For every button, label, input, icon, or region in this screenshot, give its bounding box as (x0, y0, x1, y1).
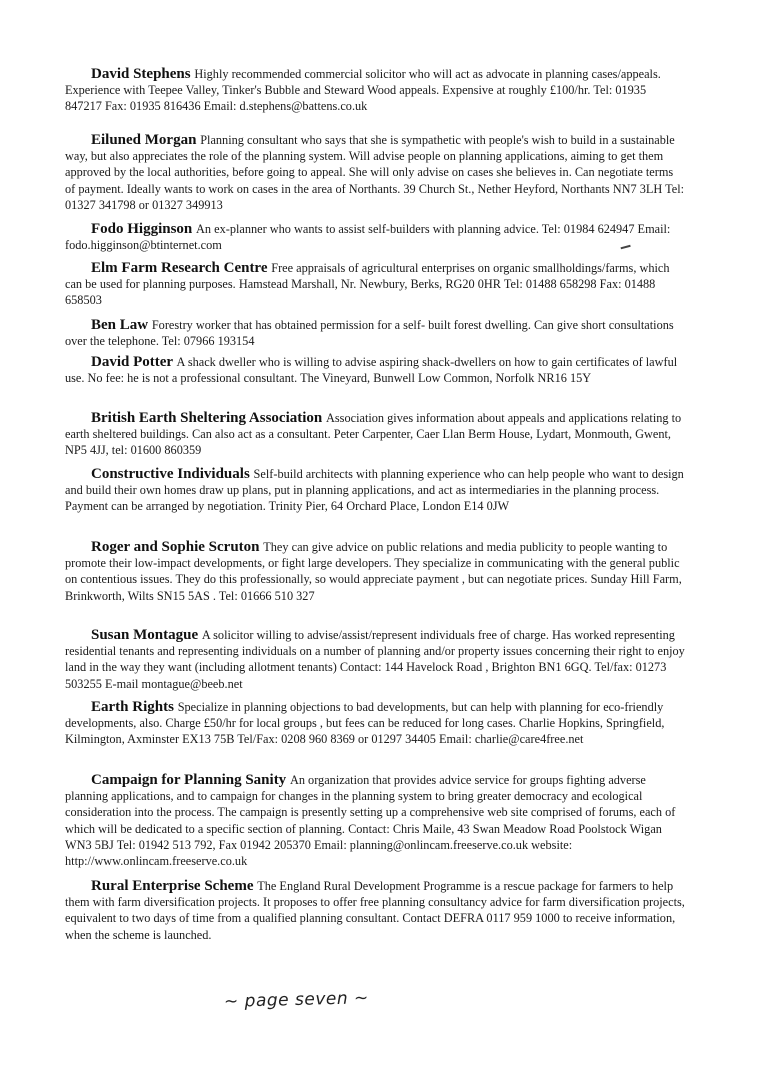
page-number-handwritten: ~ page seven ~ (223, 988, 370, 1012)
entry-name: Roger and Sophie Scruton (91, 539, 264, 555)
entry-description: Association gives information about appeals and applications relating to earth sheltered buildings. Can also act as a consultant. Peter Carpenter, Caer Llan Berm House, Lydart, Monmouth, Gwent, NP5 4JJ, tel: 01600 860359 (65, 411, 682, 458)
entry-name: Susan Montague (91, 627, 202, 643)
entry-description: Self-build architects with planning experience who can help people who want to design and build their own homes draw up plans, put in planning applications, and act as intermediaries in the planning process. Payment can be arranged by negotiation. Trinity Pier, 64 Orchard Place, London E14 0JW (65, 467, 684, 514)
entry-eiluned-morgan (65, 132, 685, 213)
entry-campaign-planning-sanity (65, 772, 685, 869)
entry-susan-montague (65, 627, 685, 692)
entry-ben-law (65, 317, 685, 349)
entry-description: The England Rural Development Programme is a rescue package for farmers to help them with farm diversification projects. It proposes to offer free planning consultancy advice for farm diversification projects, equivalent to two days of time from a qualified planning consultant. Contact DEFRA 0117 959 1000 to receive information, when the scheme is launched. (65, 879, 685, 942)
entry-british-earth-sheltering (65, 410, 685, 459)
entry-name: Fodo Higginson (91, 221, 197, 237)
entry-description: Forestry worker that has obtained permission for a self- built forest dwelling. Can give short consultations over the telephone. Tel: 07966 193154 (65, 318, 674, 349)
entry-name: Rural Enterprise Scheme (91, 878, 258, 894)
entry-description: An organization that provides advice service for groups fighting adverse planning applications, and to campaign for changes in the planning system to bring greater democracy and ecological consideration into the process. The campaign is presently setting up a comprehensive web site comprised of forums, each of which will be dedicated to a specific section of planning. Contact: Chris Maile, 43 Swan Meadow Road Poolstock Wigan WN3 5BJ Tel: 01942 513 792, Fax 01942 205370 Email: planning@onlincam.freeserve.co.uk website: http://www.onlincam.freeserve.co.uk (65, 773, 676, 869)
entry-name: David Potter (91, 354, 177, 370)
entry-david-stephens (65, 66, 685, 115)
entry-description: A shack dweller who is willing to advise aspiring shack-dwellers on how to gain certificates of lawful use. No fee: he is not a professional consultant. The Vineyard, Bunwell Low Common, Norfolk NR16 15Y (65, 355, 678, 386)
entry-description: Free appraisals of agricultural enterprises on organic smallholdings/farms, which can be used for planning purposes. Hamstead Marshall, Nr. Newbury, Berks, RG20 0HR Tel: 01488 658298 Fax: 01488 658503 (65, 261, 670, 308)
entry-fodo-higginson (65, 221, 685, 253)
entry-name: Elm Farm Research Centre (91, 260, 272, 276)
entry-name: Campaign for Planning Sanity (91, 772, 290, 788)
entry-description: A solicitor willing to advise/assist/represent individuals free of charge. Has worked representing residential tenants and representing individuals on a number of planning and/or property issues concerning their right to enjoy land in the way they want (including allotment tenants) Contact: 144 Havelock Road , Brighton BN1 6GQ. Tel/fax: 01273 503255 E-mail montague@beeb.net (65, 628, 685, 691)
entry-name: Eiluned Morgan (91, 132, 201, 148)
entry-elm-farm (65, 260, 685, 309)
entry-rural-enterprise (65, 878, 685, 943)
entry-david-potter (65, 354, 685, 386)
entry-scruton (65, 539, 685, 604)
entry-name: Constructive Individuals (91, 466, 254, 482)
entry-name: Earth Rights (91, 699, 178, 715)
entry-name: Ben Law (91, 317, 152, 333)
entry-name: David Stephens (91, 66, 195, 82)
entry-description: An ex-planner who wants to assist self-builders with planning advice. Tel: 01984 624947 Email: fodo.higginson@btinternet.com (65, 222, 671, 253)
entry-description: Highly recommended commercial solicitor who will act as advocate in planning cases/appeals. Experience with Teepee Valley, Tinker's Bubble and Steward Wood appeals. Expensive at roughly £100/hr. Tel: 01935 847217 Fax: 01935 816436 Email: d.stephens@battens.co.uk (65, 67, 661, 114)
entry-description: Planning consultant who says that she is sympathetic with people's wish to build in a sustainable way, but also appreciates the role of the planning system. Will advise people on planning applications, aiming to get them approved by the local authorities, before going to appeal. She will only advise on cases she believes in. Can negotiate terms of payment. Ideally wants to work on cases in the area of Northants. 39 Church St., Nether Heyford, Northants NN7 3LH Tel: 01327 341798 or 01327 349913 (65, 133, 685, 212)
entry-name: British Earth Sheltering Association (91, 410, 327, 426)
entry-constructive-individuals (65, 466, 685, 515)
entry-description: They can give advice on public relations and media publicity to people wanting to promote their low-impact developments, or fight large developers. They specialize in communicating with the general public on contentious issues. They do this professionally, so would appreciate payment , but can negotiate prices. Sunday Hill Farm, Brinkworth, Wilts SN15 5AS . Tel: 01666 510 327 (65, 540, 682, 603)
entry-description: Specialize in planning objections to bad developments, but can help with planning for eco-friendly developments, also. Charge £50/hr for local groups , but fees can be reduced for long cases. Charlie Hopkins, Springfield, Kilmington, Axminster EX13 75B Tel/Fax: 0208 960 8369 or 01297 34405 Email: charlie@care4free.net (65, 700, 665, 747)
entry-earth-rights (65, 699, 685, 748)
